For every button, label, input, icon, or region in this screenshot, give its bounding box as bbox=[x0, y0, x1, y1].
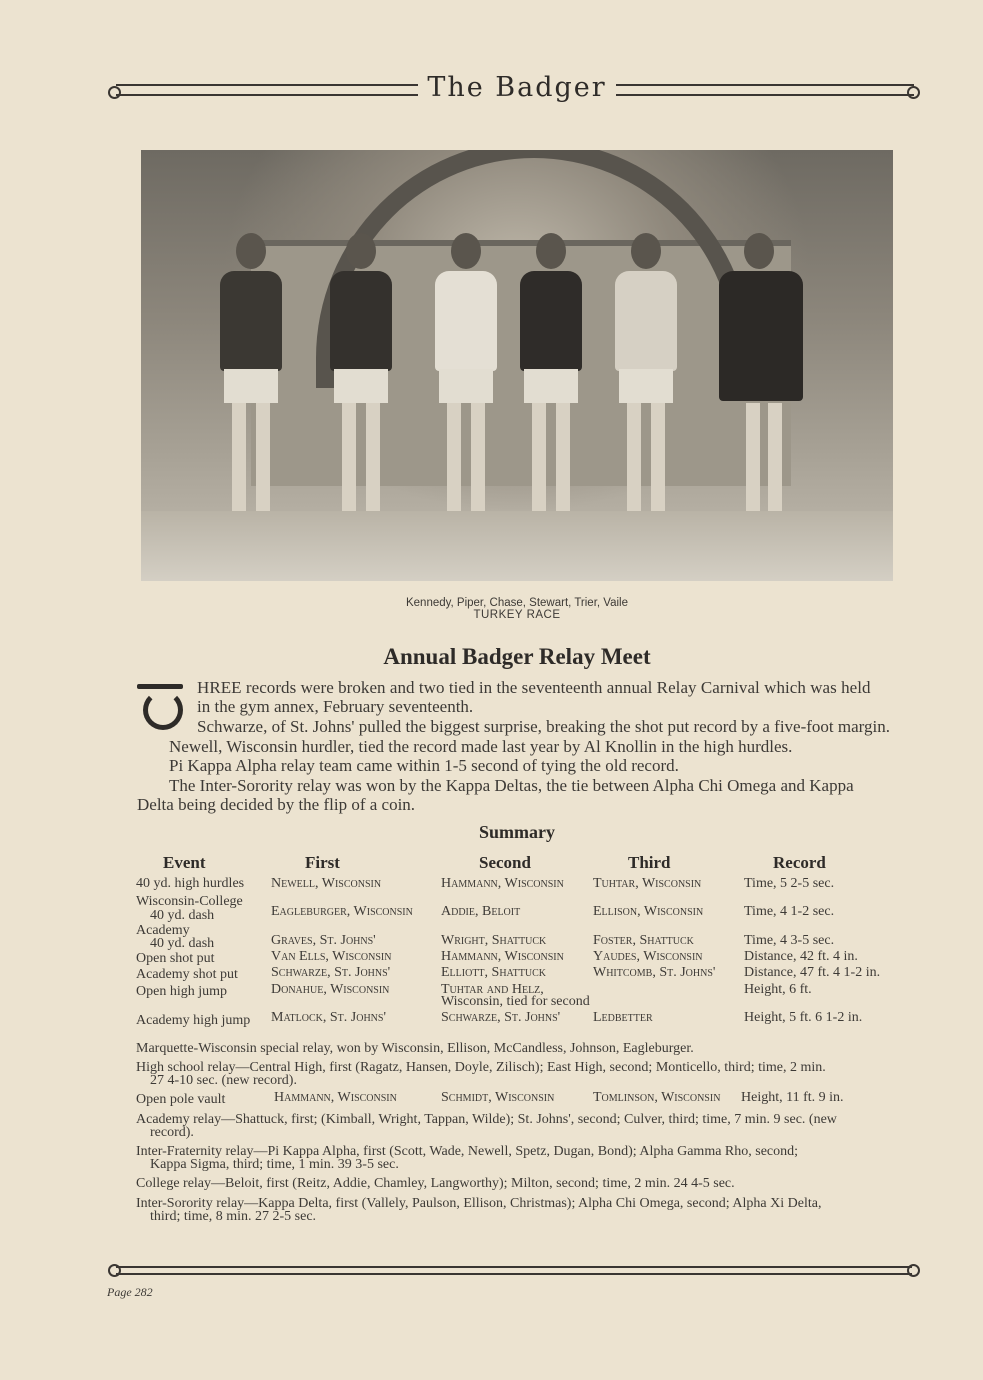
column-header-record: Record bbox=[773, 853, 826, 872]
article-line: Schwarze, of St. Johns' pulled the biggest surprise, breaking the shot put record by a five-foot margin. bbox=[197, 717, 890, 736]
table-cell-record: Height, 6 ft. bbox=[744, 982, 812, 997]
relay-result: third; time, 8 min. 27 2-5 sec. bbox=[150, 1209, 317, 1224]
table-cell-first: Matlock, St. Johns' bbox=[271, 1010, 386, 1025]
table-cell-third: Yaudes, Wisconsin bbox=[593, 949, 703, 964]
table-cell-event: Open high jump bbox=[136, 984, 227, 999]
column-header-first: First bbox=[305, 853, 340, 872]
table-cell-event: Open pole vault bbox=[136, 1092, 226, 1107]
table-cell-event: Academy high jump bbox=[136, 1013, 251, 1028]
table-cell-third: Tuhtar, Wisconsin bbox=[593, 876, 702, 891]
column-header-second: Second bbox=[479, 853, 531, 872]
relay-result: Kappa Sigma, third; time, 1 min. 39 3-5 sec. bbox=[150, 1157, 399, 1172]
article-line: HREE records were broken and two tied in the seventeenth annual Relay Carnival which was held bbox=[197, 678, 871, 697]
drop-cap-t-icon bbox=[137, 680, 187, 732]
relay-result: record). bbox=[150, 1125, 194, 1140]
relay-result: Marquette-Wisconsin special relay, won by Wisconsin, Ellison, McCandless, Johnson, Eagleburger. bbox=[136, 1041, 694, 1056]
photo-caption-title: TURKEY RACE bbox=[473, 609, 561, 621]
person-figure bbox=[326, 233, 396, 523]
person-figure bbox=[216, 233, 286, 523]
table-cell-second: Wright, Shattuck bbox=[441, 933, 547, 948]
table-cell-second: Elliott, Shattuck bbox=[441, 965, 546, 980]
table-cell-record: Distance, 47 ft. 4 1-2 in. bbox=[744, 965, 881, 980]
table-cell-record: Time, 5 2-5 sec. bbox=[744, 876, 835, 891]
table-cell-second: Addie, Beloit bbox=[441, 904, 521, 919]
table-cell-second: Hammann, Wisconsin bbox=[441, 949, 564, 964]
table-cell-event: 40 yd. dash bbox=[150, 908, 215, 923]
table-cell-first: Graves, St. Johns' bbox=[271, 933, 376, 948]
table-cell-record: Time, 4 3-5 sec. bbox=[744, 933, 835, 948]
table-cell-third: Tomlinson, Wisconsin bbox=[593, 1090, 721, 1105]
relay-result: High school relay—Central High, first (Ragatz, Hansen, Doyle, Zilisch); East High, second; Monticello, third; time, 2 min. bbox=[136, 1060, 826, 1075]
table-cell-third: Ellison, Wisconsin bbox=[593, 904, 704, 919]
table-cell-first: Hammann, Wisconsin bbox=[274, 1090, 397, 1105]
table-cell-event: 40 yd. dash bbox=[150, 936, 215, 951]
table-cell-second: Schwarze, St. Johns' bbox=[441, 1010, 561, 1025]
table-cell-event: 40 yd. high hurdles bbox=[136, 876, 245, 891]
column-header-event: Event bbox=[163, 853, 206, 872]
table-cell-third: Whitcomb, St. Johns' bbox=[593, 965, 716, 980]
article-line: in the gym annex, February seventeenth. bbox=[197, 697, 474, 716]
article-line: Newell, Wisconsin hurdler, tied the record made last year by Al Knollin in the high hurdles. bbox=[169, 737, 793, 756]
relay-result: Inter-Fraternity relay—Pi Kappa Alpha, first (Scott, Wade, Newell, Spetz, Dugan, Bond); Alpha Gamma Rho, second; bbox=[136, 1144, 799, 1159]
table-cell-second: Wisconsin, tied for second bbox=[441, 994, 590, 1009]
ground bbox=[141, 511, 893, 581]
table-cell-event: Open shot put bbox=[136, 951, 215, 966]
person-figure bbox=[516, 233, 586, 523]
article-line: The Inter-Sorority relay was won by the Kappa Deltas, the tie between Alpha Chi Omega and Kappa bbox=[169, 776, 854, 795]
table-cell-third: Ledbetter bbox=[593, 1010, 653, 1025]
column-header-third: Third bbox=[628, 853, 671, 872]
table-cell-record: Height, 5 ft. 6 1-2 in. bbox=[744, 1010, 863, 1025]
photo-caption-names: Kennedy, Piper, Chase, Stewart, Trier, Vaile bbox=[405, 597, 629, 609]
table-cell-record: Distance, 42 ft. 4 in. bbox=[744, 949, 858, 964]
table-cell-third: Foster, Shattuck bbox=[593, 933, 694, 948]
table-cell-first: Van Ells, Wisconsin bbox=[271, 949, 392, 964]
table-cell-record: Height, 11 ft. 9 in. bbox=[741, 1090, 844, 1105]
table-cell-first: Donahue, Wisconsin bbox=[271, 982, 390, 997]
table-cell-event: Academy shot put bbox=[136, 967, 238, 982]
article-line: Pi Kappa Alpha relay team came within 1-5 second of tying the old record. bbox=[169, 756, 679, 775]
header-rule-right bbox=[616, 84, 914, 96]
table-cell-first: Schwarze, St. Johns' bbox=[271, 965, 391, 980]
footer-rule bbox=[108, 1262, 920, 1276]
page-number: Page 282 bbox=[107, 1285, 153, 1299]
relay-result: College relay—Beloit, first (Reitz, Addie, Chamley, Langworthy); Milton, second; time, 2 min. 24 4-5 sec. bbox=[136, 1176, 735, 1191]
turkey-race-photo bbox=[141, 150, 893, 581]
table-cell-first: Newell, Wisconsin bbox=[271, 876, 382, 891]
article-title: Annual Badger Relay Meet bbox=[383, 644, 651, 669]
person-figure bbox=[716, 233, 806, 523]
article-line: Delta being decided by the flip of a coin. bbox=[137, 795, 416, 814]
person-figure bbox=[611, 233, 681, 523]
relay-result: Academy relay—Shattuck, first; (Kimball, Wright, Tappan, Wilde); St. Johns', second; Culver, third; time, 7 min. 9 sec. (new bbox=[136, 1112, 837, 1127]
page-header bbox=[108, 72, 920, 108]
person-figure bbox=[431, 233, 501, 523]
header-rule-left bbox=[116, 84, 418, 96]
relay-result: 27 4-10 sec. (new record). bbox=[150, 1073, 297, 1088]
table-cell-record: Time, 4 1-2 sec. bbox=[744, 904, 835, 919]
table-cell-second: Tuhtar and Helz, bbox=[441, 982, 544, 997]
table-cell-event: Wisconsin-College bbox=[136, 894, 243, 909]
table-cell-first: Eagleburger, Wisconsin bbox=[271, 904, 413, 919]
scroll-ornament-icon bbox=[907, 86, 920, 99]
scroll-ornament-icon bbox=[907, 1264, 920, 1277]
relay-result: Inter-Sorority relay—Kappa Delta, first (Vallely, Paulson, Ellison, Christmas); Alpha Chi Omega, second; Alpha Xi Delta, bbox=[136, 1196, 822, 1211]
table-cell-event: Academy bbox=[136, 923, 190, 938]
running-head: The Badger bbox=[427, 72, 607, 103]
table-cell-second: Schmidt, Wisconsin bbox=[441, 1090, 555, 1105]
table-cell-second: Hammann, Wisconsin bbox=[441, 876, 564, 891]
summary-title: Summary bbox=[479, 822, 555, 842]
